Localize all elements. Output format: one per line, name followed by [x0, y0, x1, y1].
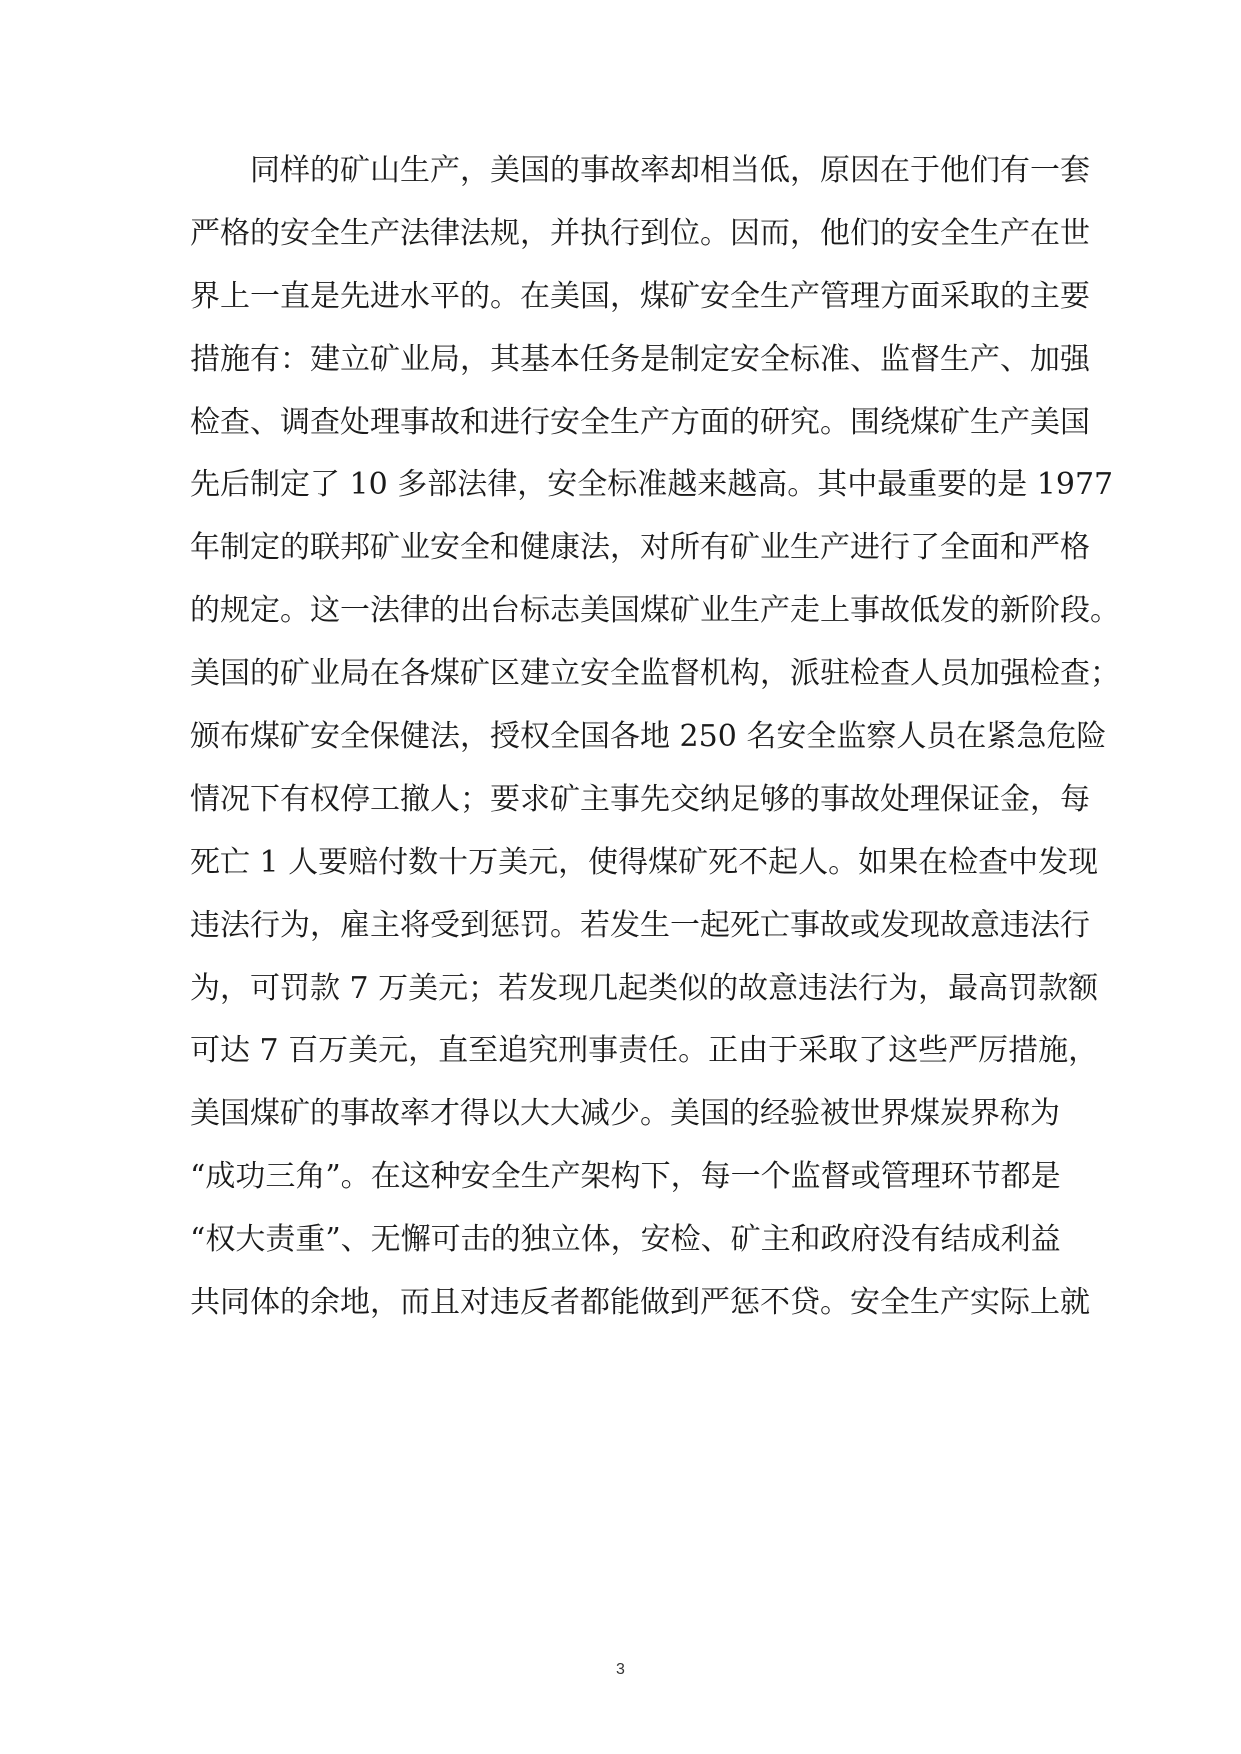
text-line: 可达 7 百万美元，直至追究刑事责任。正由于采取了这些严厉措施， — [190, 1033, 1099, 1069]
text-line: 为，可罚款 7 万美元；若发现几起类似的故意违法行为，最高罚款额 — [190, 970, 1099, 1006]
text-line: 先后制定了 10 多部法律，安全标准越来越高。其中最重要的是 1977 — [190, 467, 1114, 503]
body-text — [190, 147, 1120, 1342]
text-line: 美国的矿业局在各煤矿区建立安全监督机构，派驻检查人员加强检查； — [190, 656, 1120, 692]
text-line: 措施有：建立矿业局，其基本任务是制定安全标准、监督生产、加强 — [190, 341, 1090, 377]
text-line: 死亡 1 人要赔付数十万美元，使得煤矿死不起人。如果在检查中发现 — [190, 844, 1099, 880]
page-number: 3 — [616, 1661, 625, 1678]
text-line: 界上一直是先进水平的。在美国，煤矿安全生产管理方面采取的主要 — [190, 278, 1090, 314]
text-line: “成功三角”。在这种安全生产架构下，每一个监督或管理环节都是 — [190, 1159, 1061, 1195]
text-line: 美国煤矿的事故率才得以大大减少。美国的经验被世界煤炭界称为 — [190, 1096, 1060, 1132]
text-line: 年制定的联邦矿业安全和健康法，对所有矿业生产进行了全面和严格 — [190, 530, 1090, 566]
text-line: 违法行为，雇主将受到惩罚。若发生一起死亡事故或发现故意违法行 — [190, 907, 1090, 943]
text-line: 同样的矿山生产，美国的事故率却相当低，原因在于他们有一套 — [250, 153, 1090, 188]
text-line: 情况下有权停工撤人；要求矿主事先交纳足够的事故处理保证金，每 — [190, 781, 1090, 817]
text-line: 共同体的余地，而且对违反者都能做到严惩不贷。安全生产实际上就 — [190, 1285, 1090, 1321]
text-line: 严格的安全生产法律法规，并执行到位。因而，他们的安全生产在世 — [190, 215, 1090, 251]
text-line: “权大责重”、无懈可击的独立体，安检、矿主和政府没有结成利益 — [190, 1222, 1061, 1258]
text-line: 检查、调查处理事故和进行安全生产方面的研究。围绕煤矿生产美国 — [190, 404, 1090, 440]
text-line: 的规定。这一法律的出台标志美国煤矿业生产走上事故低发的新阶段。 — [190, 593, 1120, 629]
text-line: 颁布煤矿安全保健法，授权全国各地 250 名安全监察人员在紧急危险 — [190, 719, 1107, 755]
